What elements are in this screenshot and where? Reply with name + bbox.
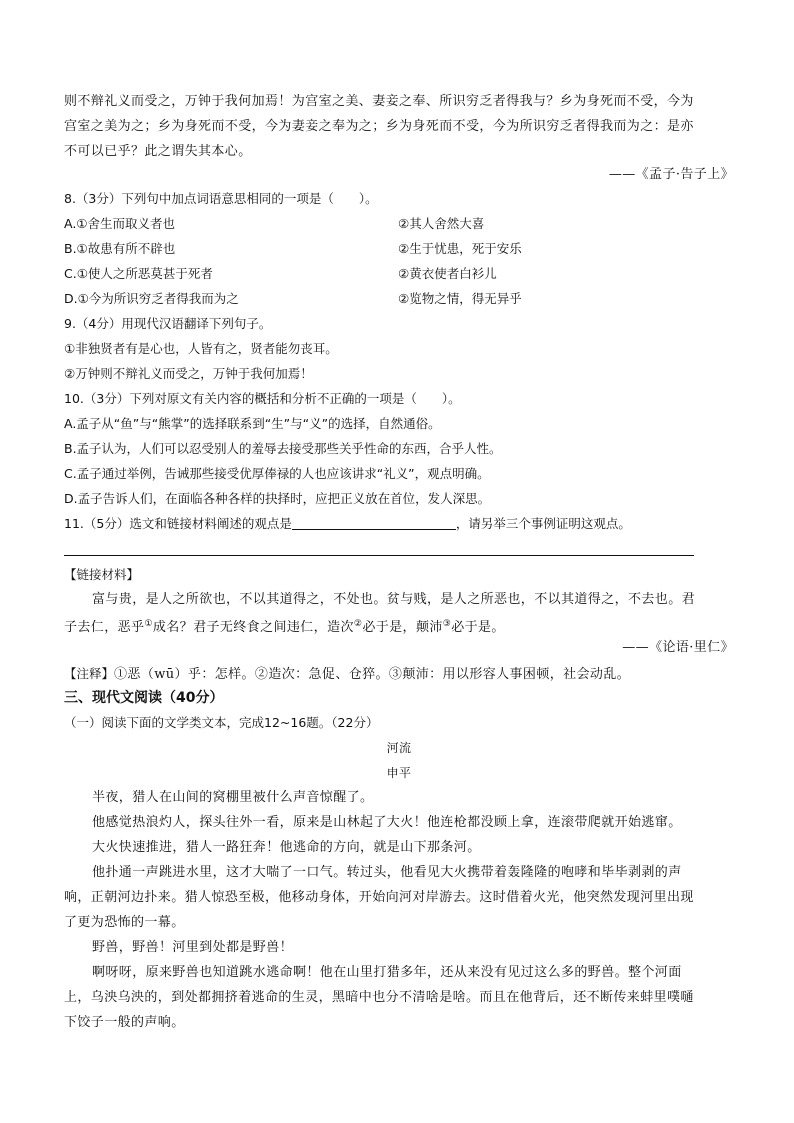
q8-option-b-right: ②生于忧患，死于安乐 xyxy=(398,241,522,256)
q10-option-d: D.孟子告诉人们，在面临各种各样的抉择时，应把正义放在首位，发人深思。 xyxy=(64,491,491,506)
q8-option-d-right: ②览物之情，得无异乎 xyxy=(398,291,522,306)
q11-answer-blank[interactable] xyxy=(292,515,456,530)
link-text-b: 成名？君子无终食之间违仁，造次 xyxy=(152,620,354,635)
story-paragraph-1: 半夜，猎人在山间的窝棚里被什么声音惊醒了。 xyxy=(92,790,374,805)
q8-option-b-left: B.①故患有所不辟也 xyxy=(64,241,176,256)
link-line-2 xyxy=(64,614,734,638)
link-text-c: 必于是，颠沛 xyxy=(362,620,443,635)
story-paragraph-4-line-1: 他扑通一声跳进水里，这才大喘了一口气。转过头，他看见大火携带着轰隆隆的咆哮和毕毕剥剥的声 xyxy=(92,865,682,880)
q9-sentence-1: ①非独贤者有是心也，人皆有之，贤者能勿丧耳。 xyxy=(64,341,338,356)
q10-option-c: C.孟子通过举例，告诫那些接受优厚俸禄的人也应该讲求“礼义”，观点明确。 xyxy=(64,466,490,481)
story-paragraph-4-line-2: 响，正朝河边扑来。猎人惊恐至极，他移动身体，开始向河对岸游去。这时借着火光，他突然发现河里出现 xyxy=(64,890,694,905)
passage-line-3: 不可以已乎？此之谓失其本心。 xyxy=(64,144,252,159)
q8-option-c-right: ②黄衣使者白衫儿 xyxy=(398,266,497,281)
q8-option-c-left: C.①使人之所恶莫甚于死者 xyxy=(64,266,213,281)
notes xyxy=(64,664,734,685)
link-line-1: 富与贵，是人之所欲也，不以其道得之，不处也。贫与贱，是人之所恶也，不以其道得之，不去也。君 xyxy=(92,592,696,607)
passage-line-2: 宫室之美为之；乡为身死而不受，今为妻妾之奉为之；乡为身死而不受，今为所识穷乏者得我而为之：是亦 xyxy=(64,119,694,134)
link-material-title: 【链接材料】 xyxy=(64,567,140,582)
passage-source: ——《孟子·告子上》 xyxy=(608,167,734,182)
footnote-mark-3: ③ xyxy=(442,619,452,629)
footnote-mark-1: ① xyxy=(144,619,153,629)
footnote-mark-2: ② xyxy=(353,619,363,629)
q10-option-b: B.孟子认为，人们可以忍受别人的羞辱去接受那些关乎性命的东西，合乎人性。 xyxy=(64,441,502,456)
story-paragraph-4-line-3: 了更为恐怖的一幕。 xyxy=(64,915,185,930)
story-paragraph-6-line-1: 啊呀呀，原来野兽也知道跳水逃命啊！他在山里打猎多年，还从来没有见过这么多的野兽。整个河面 xyxy=(92,965,682,980)
q11-text-after: ，请另举三个事例证明这观点。 xyxy=(455,516,631,531)
q8-option-a-left: A.①舍生而取义者也 xyxy=(64,216,176,231)
q11-text-before: 11.（5分）选文和链接材料阐述的观点是 xyxy=(64,516,292,531)
section-3-title: 三、现代文阅读（40分） xyxy=(64,690,224,706)
story-paragraph-2: 他感觉热浪灼人，探头往外一看，原来是山林起了大火！他连枪都没顾上拿，连滚带爬就开始逃窜。 xyxy=(92,815,682,830)
link-text-a: 子去仁，恶乎 xyxy=(64,620,145,635)
section-3-subtitle: （一）阅读下面的文学类文本，完成12~16题。（22分） xyxy=(64,715,379,730)
question-9-stem: 9.（4分）用现代汉语翻译下列句子。 xyxy=(64,316,272,331)
q8-option-d-left: D.①今为所识穷乏者得我而为之 xyxy=(64,291,239,306)
q8-option-a-right: ②其人舍然大喜 xyxy=(398,216,485,231)
story-author: 申平 xyxy=(386,766,412,780)
story-paragraph-3: 大火快速推进，猎人一路狂奔！他逃命的方向，就是山下那条河。 xyxy=(92,840,481,855)
answer-line[interactable] xyxy=(64,555,694,556)
q9-sentence-2: ②万钟则不辩礼义而受之，万钟于我何加焉！ xyxy=(64,366,313,381)
story-paragraph-6-line-3: 下饺子一般的声响。 xyxy=(64,1015,185,1030)
question-11 xyxy=(64,514,734,534)
notes-text: ①恶（wū）乎：怎样。②造次：急促、仓猝。③颠沛：用以形容人事困顿，社会动乱。 xyxy=(114,667,631,682)
question-10-stem: 10.（3分）下列对原文有关内容的概括和分析不正确的一项是（ ）。 xyxy=(64,391,461,406)
passage-line-1: 则不辩礼义而受之，万钟于我何加焉！为宫室之美、妻妾之奉、所识穷乏者得我与？乡为身死而不受，今为 xyxy=(64,94,694,109)
story-paragraph-5: 野兽，野兽！河里到处都是野兽！ xyxy=(92,940,294,955)
link-source: ——《论语·里仁》 xyxy=(622,640,734,655)
q10-option-a: A.孟子从“鱼”与“熊掌”的选择联系到“生”与“义”的选择，自然通俗。 xyxy=(64,416,441,431)
story-paragraph-6-line-2: 上，乌泱乌泱的，到处都拥挤着逃命的生灵，黑暗中也分不清啥是啥。而且在他背后，还不断传来蚌里噗嗵 xyxy=(64,990,694,1005)
link-text-d: 必于是。 xyxy=(451,620,505,635)
question-8-stem: 8.（3分）下列句中加点词语意思相同的一项是（ ）。 xyxy=(64,191,378,206)
story-title: 河流 xyxy=(386,741,412,755)
notes-label: 【注释】 xyxy=(64,666,115,681)
